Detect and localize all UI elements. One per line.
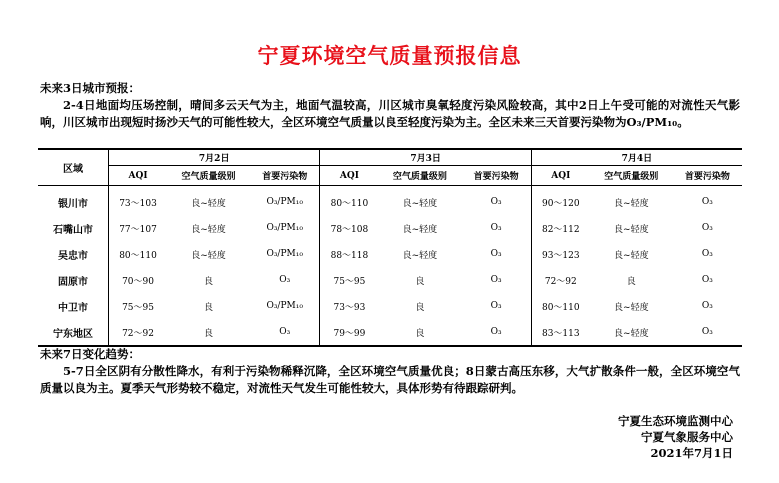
pollutant-cell: O₃ — [701, 223, 713, 233]
table-row — [38, 241, 742, 267]
pollutant-cell: O₃ — [701, 197, 713, 207]
forecast-table — [38, 148, 742, 347]
level-cell: 良~轻度 — [402, 224, 438, 235]
level-cell: 良~轻度 — [191, 198, 226, 209]
aqi-cell: 77～107 — [109, 215, 168, 241]
aqi-header: AQI — [531, 166, 590, 186]
pollutant-header: 首要污染物 — [461, 166, 531, 186]
region-cell: 银川市 — [58, 198, 88, 210]
aqi-header: AQI — [109, 166, 168, 186]
pollutant-cell: O₃ — [701, 301, 713, 311]
level-cell: 良~轻度 — [614, 328, 649, 339]
level-header: 空气质量级别 — [590, 166, 673, 186]
forecast-3day-paragraph: 2-4日地面均压场控制，晴间多云天气为主，地面气温较高，川区城市臭氧轻度污染风险较高，其中2日上午受可能的对流性天气影响，川区城市出现短时扬沙天气的可能性较大，全区环境空气质量以良至轻度污染为主。全区未来三天首要污染物为O₃/PM₁₀。 — [40, 98, 740, 129]
aqi-cell: 75～95 — [109, 293, 168, 319]
region-cell: 石嘴山市 — [53, 224, 93, 236]
pollutant-cell: O₃ — [279, 327, 291, 337]
region-cell: 宁东地区 — [53, 328, 93, 340]
level-cell: 良~轻度 — [614, 250, 649, 261]
aqi-cell: 93～123 — [531, 241, 590, 267]
aqi-cell: 90～120 — [531, 186, 590, 216]
level-cell: 良~轻度 — [191, 224, 226, 235]
aqi-cell: 88～118 — [320, 241, 379, 267]
footer-org-weather: 宁夏气象服务中心 — [641, 430, 733, 444]
aqi-cell: 82～112 — [531, 215, 590, 241]
pollutant-cell: O₃ — [490, 197, 502, 207]
day-header: 7月2日 — [109, 149, 320, 166]
page-title: 宁夏环境空气质量预报信息 — [257, 43, 522, 68]
level-header: 空气质量级别 — [378, 166, 461, 186]
pollutant-cell: O₃ — [701, 327, 713, 337]
level-cell: 良 — [626, 276, 636, 287]
level-cell: 良 — [204, 328, 214, 339]
level-cell: 良 — [415, 302, 425, 313]
level-cell: 良 — [204, 302, 214, 313]
aqi-cell: 72～92 — [109, 319, 168, 346]
footer-org-monitoring: 宁夏生态环境监测中心 — [618, 414, 733, 428]
table-row — [38, 215, 742, 241]
pollutant-cell: O₃ — [701, 249, 713, 259]
aqi-cell: 80～110 — [531, 293, 590, 319]
level-header: 空气质量级别 — [167, 166, 250, 186]
level-cell: 良 — [204, 276, 214, 287]
aqi-cell: 78～108 — [320, 215, 379, 241]
pollutant-cell: O₃ — [490, 301, 502, 311]
pollutant-cell: O₃/PM₁₀ — [266, 223, 303, 233]
table-row — [38, 319, 742, 346]
level-cell: 良~轻度 — [402, 198, 438, 209]
pollutant-cell: O₃ — [701, 275, 713, 285]
level-cell: 良~轻度 — [402, 250, 438, 261]
region-header: 区域 — [38, 149, 109, 186]
region-cell: 固原市 — [58, 276, 88, 288]
level-cell: 良~轻度 — [614, 224, 649, 235]
footer-date: 2021年7月1日 — [650, 446, 733, 460]
trend-7day-heading: 未来7日变化趋势： — [40, 347, 141, 361]
aqi-cell: 80～110 — [109, 241, 168, 267]
forecast-3day-heading: 未来3日城市预报： — [40, 81, 141, 95]
aqi-cell: 75～95 — [320, 267, 379, 293]
aqi-header: AQI — [320, 166, 379, 186]
level-cell: 良~轻度 — [614, 198, 649, 209]
pollutant-cell: O₃/PM₁₀ — [266, 301, 303, 311]
aqi-cell: 80～110 — [320, 186, 379, 216]
trend-7day-paragraph: 5-7日全区阴有分散性降水，有利于污染物稀释沉降，全区环境空气质量优良；8日蒙古高压东移，大气扩散条件一般，全区环境空气质量以良为主。夏季天气形势较不稳定，对流性天气发生可能性较大，具体形势有待跟踪研判。 — [40, 364, 740, 395]
aqi-cell: 73～93 — [320, 293, 379, 319]
level-cell: 良 — [415, 276, 425, 287]
aqi-cell: 83～113 — [531, 319, 590, 346]
table-row — [38, 186, 742, 216]
pollutant-header: 首要污染物 — [250, 166, 320, 186]
pollutant-cell: O₃/PM₁₀ — [266, 197, 303, 207]
level-cell: 良 — [415, 328, 425, 339]
aqi-cell: 72～92 — [531, 267, 590, 293]
pollutant-header: 首要污染物 — [673, 166, 742, 186]
footer — [618, 413, 733, 461]
aqi-cell: 73～103 — [109, 186, 168, 216]
pollutant-cell: O₃ — [490, 223, 502, 233]
day-header: 7月4日 — [531, 149, 742, 166]
region-cell: 吴忠市 — [58, 250, 88, 262]
pollutant-cell: O₃ — [490, 249, 502, 259]
aqi-cell: 70～90 — [109, 267, 168, 293]
region-cell: 中卫市 — [58, 302, 88, 314]
table-row — [38, 293, 742, 319]
aqi-cell: 79～99 — [320, 319, 379, 346]
level-cell: 良~轻度 — [614, 302, 649, 313]
table-row — [38, 267, 742, 293]
day-header: 7月3日 — [320, 149, 531, 166]
pollutant-cell: O₃ — [490, 275, 502, 285]
level-cell: 良~轻度 — [191, 250, 226, 261]
pollutant-cell: O₃ — [279, 275, 291, 285]
pollutant-cell: O₃/PM₁₀ — [266, 249, 303, 259]
pollutant-cell: O₃ — [490, 327, 502, 337]
